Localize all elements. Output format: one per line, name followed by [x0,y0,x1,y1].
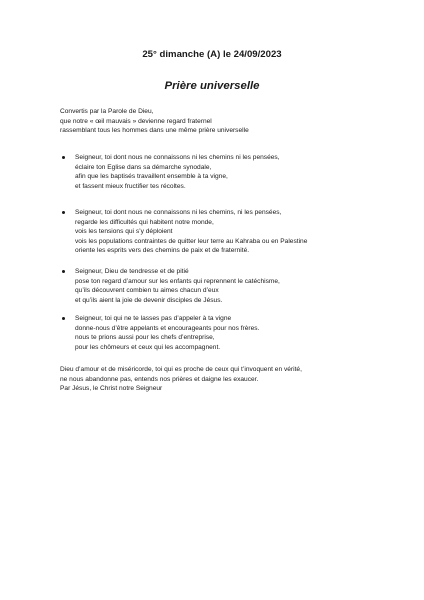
intention-line: vois les populations contraintes de quitter leur terre au Kahraba ou en Palestine [75,237,308,245]
conclusion-line: ne nous abandonne pas, entends nos prières et daigne les exaucer. [60,375,259,383]
intention-line: éclaire ton Eglise dans sa démarche synodale, [75,163,212,171]
intention-item [75,153,280,191]
bullet-icon [62,211,65,214]
intention-line: qu’ils découvrent combien tu aimes chacun d’eux [75,287,219,295]
intention-item [75,314,259,352]
intention-line: Seigneur, Dieu de tendresse et de pitié [75,268,189,275]
bullet-icon [62,156,65,159]
intention-item [75,267,280,305]
intention-line: donne-nous d’être appelants et encourageants pour nos frères. [75,324,260,332]
intention-line: oriente les esprits vers des chemins de paix et de fraternité. [75,247,250,255]
intention-line: et fassent mieux fructifier tes récoltes. [75,182,186,190]
intention-line: pose ton regard d’amour sur les enfants qui reprennent le catéchisme, [75,277,280,285]
conclusion-paragraph [60,365,302,394]
intention-line: Seigneur, toi qui ne te lasses pas d’appeler à ta vigne [75,315,232,322]
intro-line: que notre « œil mauvais » devienne regard fraternel [60,117,212,125]
intention-line: nous te prions aussi pour les chefs d’entreprise, [75,334,215,342]
intention-item [75,208,307,256]
intention-line: vois les tensions qui s’y déploient [75,228,173,236]
intention-line: Seigneur, toi dont nous ne connaissons ni les chemins ni les pensées, [75,154,280,161]
page-title: 25° dimanche (A) le 24/09/2023 [142,49,282,60]
intention-line: Seigneur, toi dont nous ne connaissons ni les chemins, ni les pensées, [75,209,282,216]
bullet-icon [62,270,65,273]
intention-line: afin que les baptisés travaillent ensemble à ta vigne, [75,173,228,181]
intro-line: Convertis par la Parole de Dieu, [60,108,154,115]
intro-line: rassemblant tous les hommes dans une même prière universelle [60,127,249,135]
intro-paragraph [60,107,249,136]
bullet-icon [62,317,65,320]
conclusion-line: Dieu d’amour et de miséricorde, toi qui es proche de ceux qui t’invoquent en vérité, [60,366,302,373]
conclusion-line: Par Jésus, le Christ notre Seigneur [60,385,163,393]
intention-line: pour les chômeurs et ceux qui les accompagnent. [75,343,221,351]
page-subtitle: Prière universelle [164,80,260,92]
intention-line: et qu’ils aient la joie de devenir disciples de Jésus. [75,296,223,304]
intention-line: regarde les difficultés qui habitent notre monde, [75,218,214,226]
